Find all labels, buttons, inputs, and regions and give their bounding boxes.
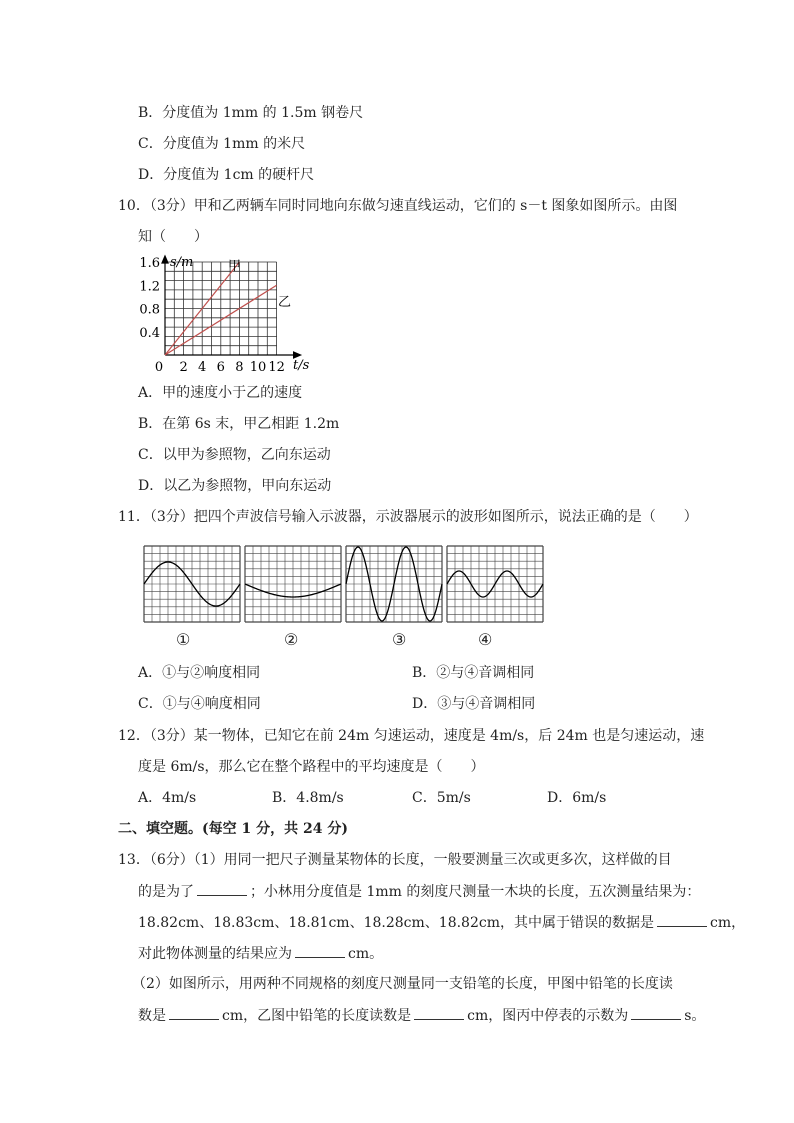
- q9-option-b: B．分度值为 1mm 的 1.5m 钢卷尺: [138, 105, 364, 121]
- q12-option-d: D．6m/s: [547, 790, 607, 806]
- st-xlabel: t/s: [293, 358, 310, 373]
- q13-line2: [138, 881, 700, 902]
- st-xtick-label: 0: [154, 360, 164, 374]
- q12-option-b: B．4.8m/s: [272, 790, 344, 806]
- answer-blank-2[interactable]: [657, 912, 707, 927]
- st-label-yi: 乙: [278, 295, 292, 310]
- q13-line3-a: 18.82cm、18.83cm、18.81cm、18.28cm、18.82cm，其中属于错误的数据是: [138, 915, 654, 931]
- st-ytick-label: 0.4: [139, 325, 160, 341]
- st-yticks: [139, 256, 160, 341]
- answer-blank-6[interactable]: [631, 1005, 681, 1020]
- q12-option-a: A．4m/s: [138, 790, 197, 806]
- q11-option-b: B．②与④音调相同: [412, 665, 535, 681]
- q13-line6-d: s。: [684, 1008, 706, 1024]
- q13-line4: [138, 943, 383, 964]
- st-xtick-label: 12: [268, 360, 285, 374]
- osc-label-4: ④: [478, 630, 493, 649]
- q13-line6-c: cm，图丙中停表的示数为: [467, 1008, 629, 1024]
- q10-option-a: A．甲的速度小于乙的速度: [138, 385, 303, 401]
- st-ytick-label: 1.6: [139, 256, 160, 271]
- section-heading-fill-in: 二、填空题。(每空 1 分，共 24 分): [118, 821, 348, 837]
- st-ytick-label: 1.2: [139, 279, 160, 295]
- q13-line4-b: cm。: [348, 946, 384, 962]
- q10-stem-line2: 知（ ）: [138, 229, 208, 245]
- oscilloscope-panel-2: [244, 545, 342, 623]
- q11-stem: 11．（3分）把四个声波信号输入示波器，示波器展示的波形如图所示，说法正确的是（ ）: [118, 509, 698, 525]
- q13-line5: （2）如图所示，用两种不同规格的刻度尺测量同一支铅笔的长度，甲图中铅笔的长度读: [132, 976, 673, 992]
- st-grid: [165, 262, 277, 355]
- answer-blank-3[interactable]: [295, 943, 345, 958]
- q13-line2-b: ；小林用分度值是 1mm 的刻度尺测量一木块的长度，五次测量结果为：: [250, 884, 701, 900]
- q12-option-c: C．5m/s: [412, 790, 471, 806]
- q9-option-c: C．分度值为 1mm 的米尺: [138, 136, 306, 152]
- q13-line3: [138, 912, 745, 933]
- q11-option-d: D．③与④音调相同: [412, 696, 536, 712]
- q11-option-c: C．①与④响度相同: [138, 696, 261, 712]
- q13-line2-a: 的是为了: [138, 884, 194, 900]
- st-label-jia: 甲: [228, 259, 242, 274]
- answer-blank-1[interactable]: [197, 881, 247, 896]
- osc-label-1: ①: [176, 630, 191, 649]
- answer-blank-4[interactable]: [169, 1005, 219, 1020]
- oscilloscope-panel-1: [143, 545, 241, 623]
- answer-blank-5[interactable]: [414, 1005, 464, 1020]
- osc-label-2: ②: [284, 630, 299, 649]
- q13-line1: 13．（6分）（1）用同一把尺子测量某物体的长度，一般要测量三次或更多次，这样做的目: [118, 852, 672, 868]
- st-xtick-label: 8: [235, 360, 244, 374]
- q10-option-c: C．以甲为参照物，乙向东运动: [138, 447, 331, 463]
- osc-grid-2: [245, 546, 341, 622]
- q10-option-b: B．在第 6s 末，甲乙相距 1.2m: [138, 416, 340, 432]
- st-graph: [130, 252, 320, 374]
- q13-line4-a: 对此物体测量的结果应为: [138, 946, 292, 962]
- oscilloscope-panel-4: [446, 545, 544, 623]
- q13-line6-b: cm，乙图中铅笔的长度读数是: [222, 1008, 412, 1024]
- st-ylabel: s/m: [170, 255, 194, 270]
- st-xtick-label: 6: [216, 360, 225, 374]
- q12-stem-line2: 度是 6m/s，那么它在整个路程中的平均速度是（ ）: [138, 759, 485, 775]
- st-xticks: [155, 360, 285, 374]
- st-xtick-label: 4: [198, 360, 207, 374]
- st-xtick-label: 10: [249, 360, 267, 374]
- st-ytick-label: 0.8: [139, 302, 160, 318]
- q13-line3-b: cm，: [709, 915, 746, 931]
- q13-line6: [138, 1005, 705, 1026]
- q13-line6-a: 数是: [138, 1008, 166, 1024]
- oscilloscope-panel-3: [345, 545, 443, 623]
- q12-stem-line1: 12．（3分）某一物体，已知它在前 24m 匀速运动，速度是 4m/s，后 24m 也是匀速运动，速: [118, 728, 705, 744]
- st-y-arrow: [162, 256, 168, 263]
- osc-label-3: ③: [392, 630, 407, 649]
- st-xtick-label: 2: [179, 360, 188, 374]
- q10-stem-line1: 10．（3分）甲和乙两辆车同时同地向东做匀速直线运动，它们的 s－t 图象如图所示。由图: [118, 198, 678, 214]
- q9-option-d: D．分度值为 1cm 的硬杆尺: [138, 167, 315, 183]
- q10-option-d: D．以乙为参照物，甲向东运动: [138, 478, 332, 494]
- q11-option-a: A．①与②响度相同: [138, 665, 261, 681]
